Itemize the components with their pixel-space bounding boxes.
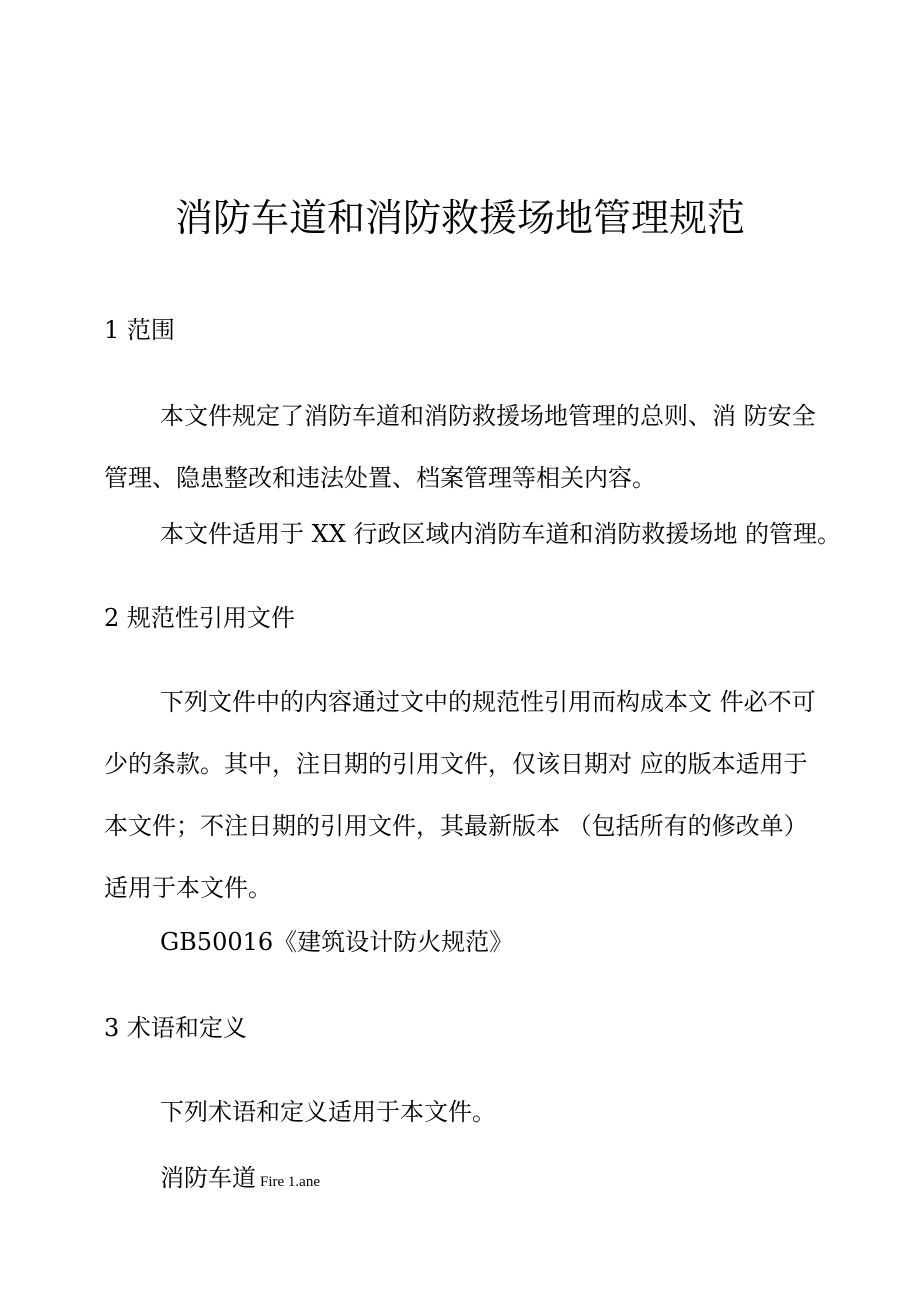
paragraph-line: 少的条款。其中，注日期的引用文件，仅该日期对 应的版本适用于 — [104, 750, 808, 778]
paragraph-line: 下列术语和定义适用于本文件。 — [160, 1098, 496, 1126]
term-line — [104, 1158, 844, 1220]
paragraph-line: 本文件规定了消防车道和消防救援场地管理的总则、消 防安全 — [160, 402, 816, 430]
section-heading-normative-references: 2 规范性引用文件 — [104, 604, 295, 632]
paragraph-line: 下列文件中的内容通过文中的规范性引用而构成本文 件必不可 — [160, 688, 816, 716]
paragraph-line: 本文件适用于 XX 行政区域内消防车道和消防救援场地 的管理。 — [160, 520, 842, 548]
paragraph-scope-applicability — [104, 514, 844, 576]
paragraph-reference-standard — [104, 922, 844, 984]
paragraph-line: 管理、隐患整改和违法处置、档案管理等相关内容。 — [104, 464, 656, 492]
term-english: Fire 1.ane — [260, 1174, 320, 1190]
paragraph-line: 本文件；不注日期的引用文件，其最新版本 （包括所有的修改单） — [104, 812, 808, 840]
paragraph-scope-content — [104, 396, 844, 520]
paragraph-references-intro — [104, 682, 844, 930]
paragraph-terms-intro — [104, 1092, 844, 1154]
document-title: 消防车道和消防救援场地管理规范 — [174, 196, 745, 240]
section-heading-terms-definitions: 3 术语和定义 — [104, 1014, 247, 1042]
term-chinese: 消防车道 — [160, 1164, 256, 1192]
term-entry-fire-lane — [104, 1158, 844, 1220]
section-heading-scope: 1 范围 — [104, 316, 175, 344]
reference-standard-line: GB50016《建筑设计防火规范》 — [160, 928, 514, 956]
paragraph-line: 适用于本文件。 — [104, 874, 272, 902]
